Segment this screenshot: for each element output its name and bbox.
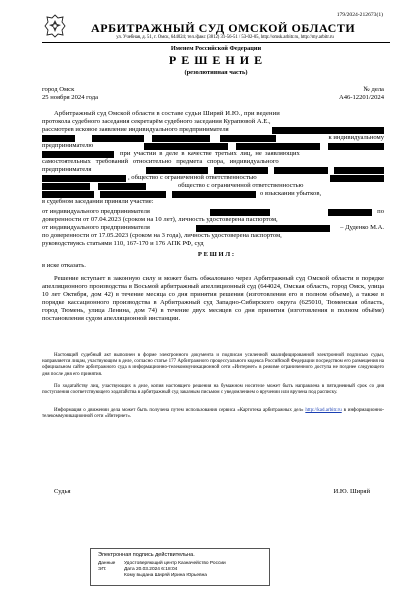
participant-2-power: по доверенности от 17.05.2023 (сроком на 3 года), личность удостоверена паспортом, [42,232,282,239]
e-signature-stamp [90,548,270,586]
stamp-values [124,561,226,580]
stamp-valid-text: Электронная подпись действительна. [98,552,195,558]
intro-line-12: в судебном заседании приняли участие: [42,198,154,205]
intro-line-11: о взыскании убытков, [260,190,322,197]
intro-line-2: протокола судебного заседания секретарём судебного заседания Курапювой А.Е., [42,118,271,125]
redacted-block [330,175,384,182]
participant-2: от индивидуального предпринимателя [42,224,150,231]
participant-2-representative: – Дуденко М.А. [340,224,384,231]
case-number: А46-12201/2024 [338,94,384,101]
redacted-block [98,183,146,190]
court-name: АРБИТРАЖНЫЙ СУД ОМСКОЙ ОБЛАСТИ [91,21,356,35]
articles-line: руководствуясь статьями 110, 167-170 и 176 АПК РФ, суд [42,240,204,247]
case-reference: 179/2024-212673(1) [336,12,383,18]
redacted-block [272,127,384,134]
redacted-block [334,167,384,174]
case-tracking-note [42,408,384,420]
header-divider [42,42,390,43]
document-subtitle: (резолютивная часть) [184,69,248,76]
intro-line-9: , общество с ограниченной ответственностью [128,174,257,181]
redacted-block [152,135,210,142]
case-tracking-text-end: в информационно-телекоммуникационной сети «Интернет». [42,408,384,420]
resolution-text: в иске отказать. [42,262,86,269]
document-title: Р Е Ш Е Н И Е [168,53,264,67]
redacted-block [42,135,75,142]
stamp-issuer: Удостоверяющий центр Казначейство России [124,561,226,566]
stamp-date: Дата 20.03.2024 6:18:04 [124,567,178,573]
case-number-label: № дела [363,86,384,93]
redacted-block [42,183,90,190]
resolved-heading: Р Е Ш И Л : [197,251,235,258]
paper-copy-note: По ходатайству лиц, участвующих в деле, копия настоящего решения на бумажном носителе может быть направлена в пятидневный срок со дня поступления соответствующего ходатайства в арбитражный суд заказным письмом с уведомлением о вручении или вручена под расписку. [42,384,384,396]
electronic-document-note: Настоящий судебный акт выполнен в форме электронного документа и подписан усиленной квалифицированной электронной подписью судьи, направляется лицам, участвующим в деле, согласно статье 177 Арбитражного процессуального кодекса Российской Федерации посредством его размещения на официальном сайте арбитражного суда в информационно-телекоммуникационной сети «Интернет» в режиме ограниченного доступа не позднее следующего дня после дня его принятия. [42,353,384,377]
redacted-block [214,167,268,174]
intro-line-1: Арбитражный суд Омской области в составе судьи Ширяй И.Ю., при ведении [54,110,280,117]
redacted-block [146,167,208,174]
redacted-block [172,191,256,198]
stamp-label: Данные ЭП: [98,561,116,573]
redacted-block [92,135,144,142]
redacted-block [328,209,372,216]
redacted-block [100,191,166,198]
federation-caption: Именем Российской Федерации [170,45,262,52]
intro-line-4: к индивидуальному [328,134,384,141]
redacted-block [210,209,270,216]
stamp-details [98,561,226,580]
redacted-block [42,175,126,182]
redacted-block [42,151,114,158]
intro-line-8: предпринимателя [42,166,92,173]
judge-role: Судья [54,488,71,495]
appeal-paragraph: Решение вступает в законную силу и может быть обжаловано через Арбитражный суд Омской области в порядке апелляционного производства в Восьмой арбитражный апелляционный суд (644024, Омская область, город Омск, улица 10 лет Октября, дом 42) в течение месяца со дня принятия решения (изготовления его в полном объеме), а также в порядке кассационного производства в Арбитражный суд Западно-Сибирского округа (625010, Тюменская область, город Тюмень, улица Ленина, дом 74) в течение двух месяцев со дня принятия (изготовления в полном объёме) постановления судом апелляционной инстанции. [42,275,384,323]
court-address: ул. Учебная, д. 51, г. Омск, 644024; тел./факс (3812) 31-56-51 / 53-02-05, http://omsk.arbitr.ru, http://my.arbitr.ru [116,35,334,40]
participant-1-power: доверенности от 07.04.2023 (сроком на 10 лет), личность удостоверена паспортом, [42,216,278,223]
stamp-owner: Кому выдана Ширяй Ирина Юрьевна [124,573,207,579]
redacted-block [144,143,228,150]
intro-line-6: при участии в деле в качестве третьих лиц, не заявляющих [120,150,300,157]
redacted-block [274,167,328,174]
redacted-block [328,143,384,150]
redacted-block [42,191,94,198]
intro-line-3: рассмотрев исковое заявление индивидуального предпринимателя [42,126,229,133]
decision-date: 25 ноября 2024 года [42,94,99,101]
judge-name: И.Ю. Ширяй [333,488,370,495]
intro-line-5: предпринимателю [42,142,94,149]
city: город Омск [42,86,75,93]
redacted-block [236,143,320,150]
participant-1-tail: по [377,208,384,215]
intro-line-7: самостоятельных требований относительно предмета спора, индивидуального [42,158,279,165]
participant-1: от индивидуального предпринимателя [42,208,150,215]
case-tracking-text: Информация о движении дела может быть получена путем использования сервиса «Картотека арбитражных дел» [54,408,304,413]
redacted-block [196,225,330,232]
intro-line-10: общество с ограниченной ответственностью [178,182,304,189]
redacted-block [220,135,276,142]
kad-link[interactable]: http://kad.arbitr.ru [305,408,342,413]
